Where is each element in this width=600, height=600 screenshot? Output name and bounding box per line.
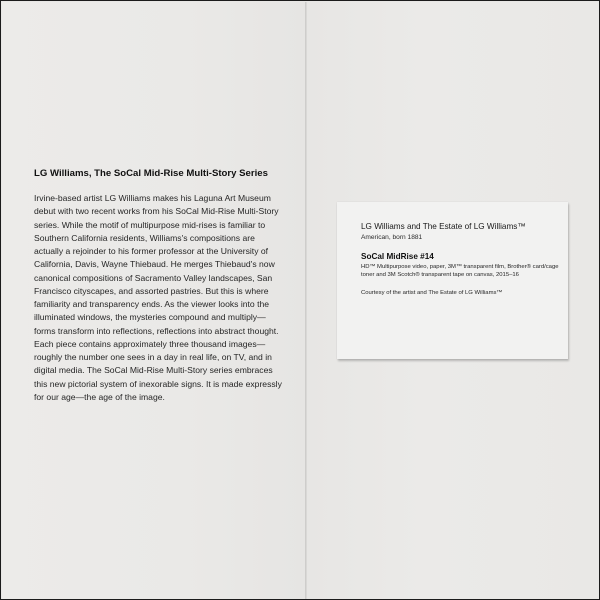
wall-text-body: Irvine-based artist LG Williams makes his Laguna Art Museum debut with two recent works from his SoCal Mid-Rise Multi-Story series. While the motif of multipurpose mid-rises is familiar to Southern California residents, Williams's compositions are actually a rejoinder to his former professor at the University of California, Davis, Wayne Thiebaud. He merges Thiebaud's now canonical compositions of Sacramento Valley landscapes, San Francisco cityscapes, and assorted pastries. But this is where familiarity and transparency ends. As the viewer looks into the illuminated windows, the mysteries compound and multiply—forms transform into reflections, reflections into abstract thought. Each piece contains approximately three thousand images—roughly the number one sees in a day in real life, on TV, and in digital media. The SoCal Mid-Rise Multi-Story series embraces this new pictorial system of inexorable signs. It is made expressly for our age—the age of the image. <box>34 193 282 402</box>
label-medium: HD™ Multipurpose video, paper, 3M™ transparent film, Brother® card/cage toner and 3M Scotch® transparent tape on canvas, 2015–16 <box>361 264 559 279</box>
wall-text-block <box>34 167 282 404</box>
label-work-title: SoCal MidRise #14 <box>361 252 434 261</box>
object-label-content <box>361 222 561 297</box>
label-credit: Courtesy of the artist and The Estate of LG Williams™ <box>361 289 503 296</box>
wall-text-title: LG Williams, The SoCal Mid-Rise Multi-Story Series <box>34 168 268 179</box>
object-label-card <box>337 202 568 359</box>
label-artist: LG Williams and The Estate of LG Williams™ <box>361 222 526 231</box>
label-nationality: American, born 1881 <box>361 234 423 241</box>
